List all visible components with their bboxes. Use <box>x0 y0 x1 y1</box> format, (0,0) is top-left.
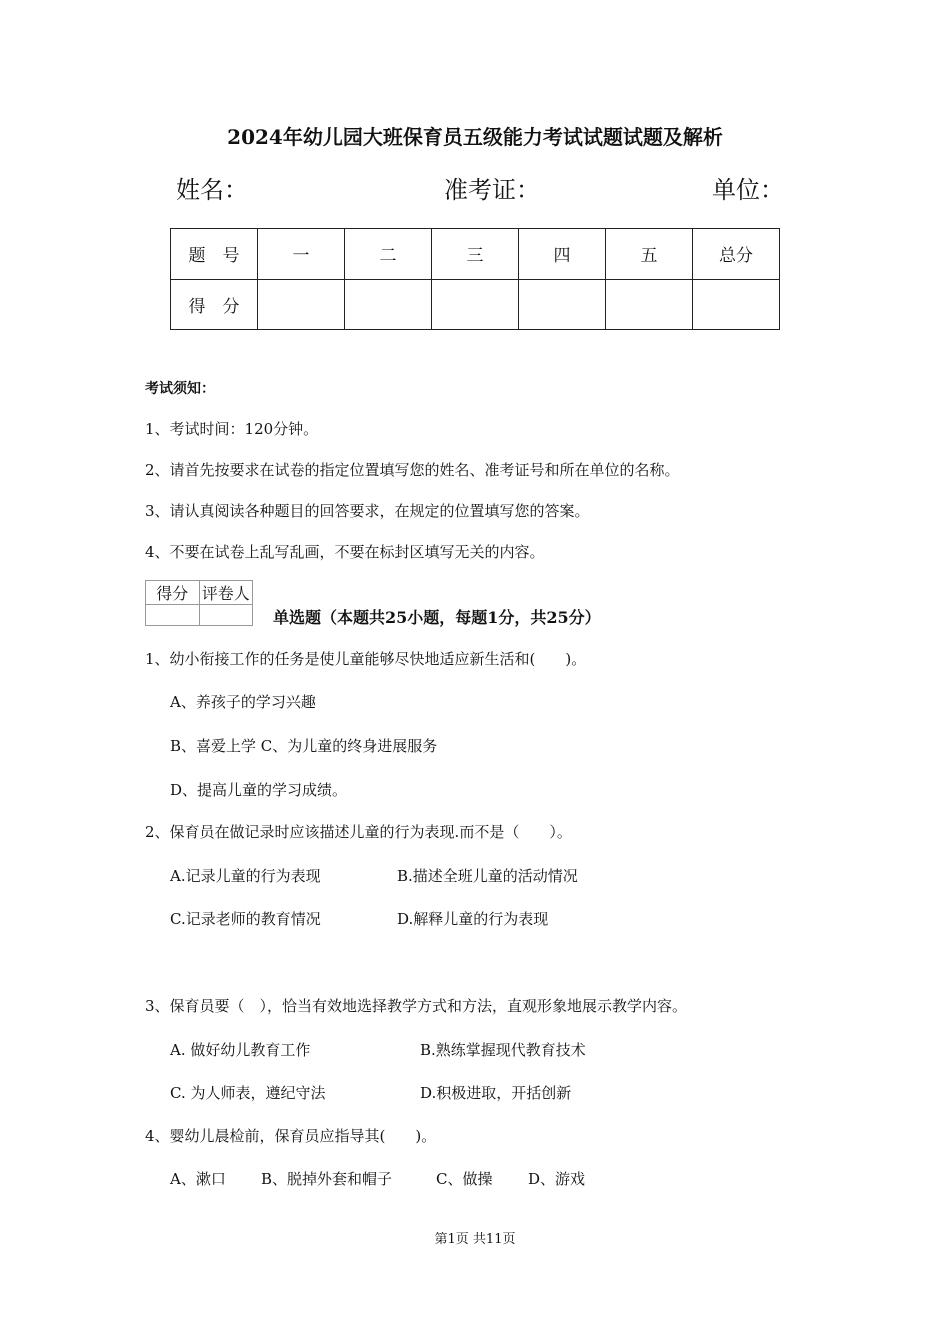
question-option: D.积极进取，开括创新 <box>420 1084 572 1102</box>
notice-item: 1、考试时间：120分钟。 <box>145 420 319 438</box>
unit-label: 单位： <box>712 176 784 204</box>
notice-heading: 考试须知： <box>145 381 215 397</box>
question-option: C.记录老师的教育情况 <box>170 910 321 928</box>
score-cell[interactable] <box>693 279 780 330</box>
question-option: A.记录儿童的行为表现 <box>170 867 321 885</box>
question-stem: 2、保育员在做记录时应该描述儿童的行为表现.而不是（ ）。 <box>145 823 572 841</box>
grader-reviewer-cell[interactable] <box>199 605 253 626</box>
score-cell[interactable] <box>432 279 519 330</box>
grader-table <box>145 580 253 626</box>
exam-id-label: 准考证： <box>444 176 540 204</box>
question-stem: 4、婴幼儿晨检前，保育员应指导其( )。 <box>145 1127 437 1145</box>
score-header-cell: 二 <box>345 229 432 280</box>
question-option: D、提高儿童的学习成绩。 <box>170 781 348 799</box>
notice-item: 3、请认真阅读各种题目的回答要求，在规定的位置填写您的答案。 <box>145 502 590 520</box>
score-header-cell: 一 <box>258 229 345 280</box>
question-option: B.熟练掌握现代教育技术 <box>420 1041 586 1059</box>
question-option: C. 为人师表，遵纪守法 <box>170 1084 326 1102</box>
question-option: B.描述全班儿童的活动情况 <box>397 867 578 885</box>
score-header-cell: 三 <box>432 229 519 280</box>
notice-item: 4、不要在试卷上乱写乱画，不要在标封区填写无关的内容。 <box>145 543 545 561</box>
score-cell[interactable] <box>519 279 606 330</box>
question-option: A. 做好幼儿教育工作 <box>170 1041 311 1059</box>
question-stem: 1、幼小衔接工作的任务是使儿童能够尽快地适应新生活和( )。 <box>145 650 587 668</box>
score-cell[interactable] <box>258 279 345 330</box>
question-option: B、脱掉外套和帽子 <box>261 1170 393 1188</box>
question-stem: 3、保育员要（ ），恰当有效地选择教学方式和方法，直观形象地展示教学内容。 <box>145 997 688 1015</box>
question-option: D.解释儿童的行为表现 <box>397 910 549 928</box>
page-number: 第1页 共11页 <box>434 1232 516 1247</box>
score-table <box>170 228 780 330</box>
question-option: C、做操 <box>436 1170 493 1188</box>
section-title: 单选题（本题共25小题，每题1分，共25分） <box>273 608 601 627</box>
score-cell[interactable] <box>606 279 693 330</box>
score-header-cell: 题 号 <box>171 229 258 280</box>
question-option: A、漱口 <box>170 1170 226 1188</box>
grader-reviewer-label: 评卷人 <box>199 581 253 605</box>
score-table-header-row <box>171 229 780 280</box>
grader-score-label: 得分 <box>146 581 200 605</box>
score-header-cell: 四 <box>519 229 606 280</box>
notice-item: 2、请首先按要求在试卷的指定位置填写您的姓名、准考证号和所在单位的名称。 <box>145 461 680 479</box>
score-table-score-row <box>171 279 780 330</box>
question-option: D、游戏 <box>528 1170 586 1188</box>
question-option: B、喜爱上学 C、为儿童的终身进展服务 <box>170 737 438 755</box>
grader-score-cell[interactable] <box>146 605 200 626</box>
score-row-label: 得 分 <box>171 279 258 330</box>
score-header-cell: 五 <box>606 229 693 280</box>
name-label: 姓名： <box>176 176 248 204</box>
score-cell[interactable] <box>345 279 432 330</box>
question-option: A、养孩子的学习兴趣 <box>170 693 316 711</box>
page-title: 2024年幼儿园大班保育员五级能力考试试题试题及解析 <box>227 125 723 149</box>
score-header-cell: 总分 <box>693 229 780 280</box>
